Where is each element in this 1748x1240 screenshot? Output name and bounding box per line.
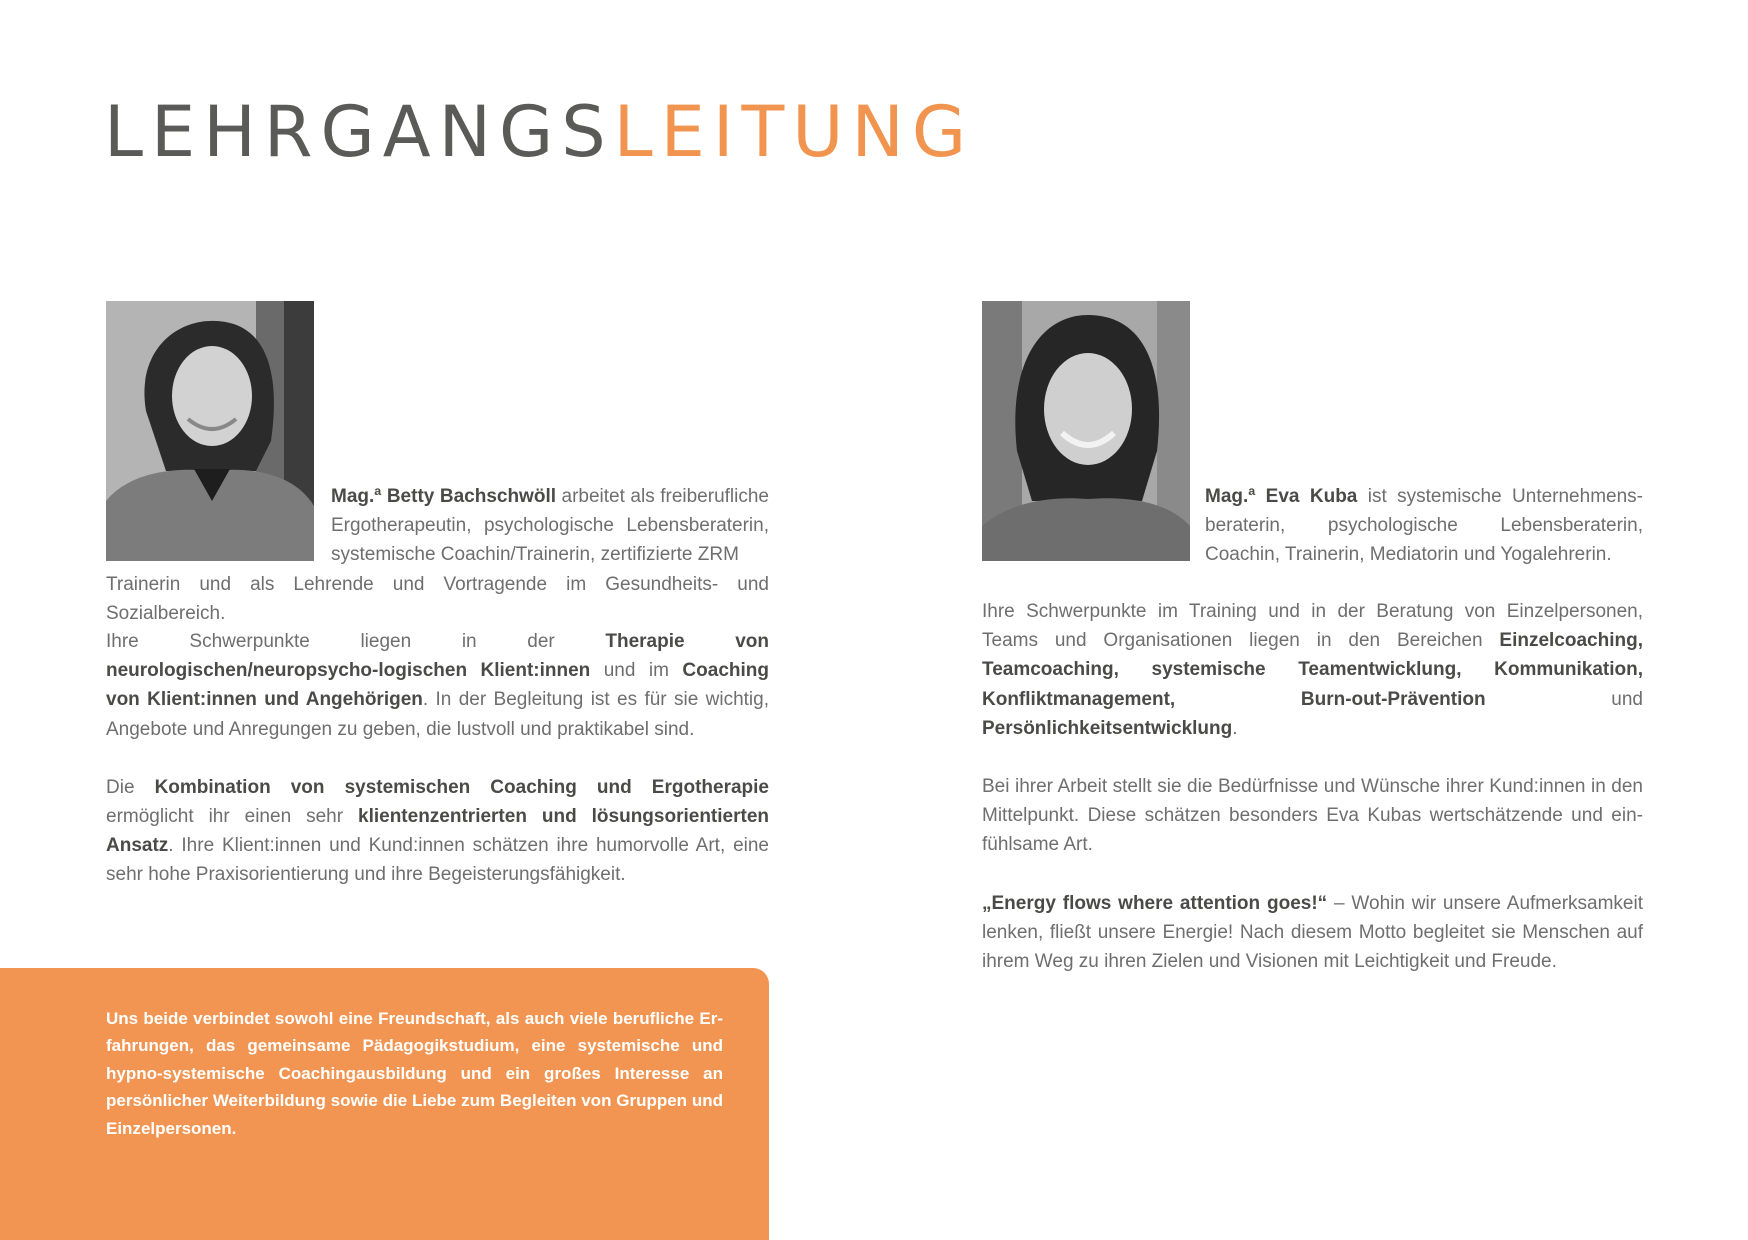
name-betty: Mag.ª Betty Bachschwöll bbox=[331, 486, 556, 507]
text-run: und bbox=[1485, 688, 1644, 710]
text-run: Ihre Schwerpunkte im Training und in der Beratung von Einzelpersonen, Teams und Organisationen liegen in den Bereichen bbox=[982, 601, 1643, 652]
highlight-therapie: Therapie von neurologischen/neuropsycho-logischen Klient:innen bbox=[106, 631, 769, 682]
text-run: . Ihre Klient:innen und Kund:innen schätzen ihre humorvolle Art, eine sehr hohe Praxisorientierung und ihre Begeisterungsfähigkeit. bbox=[106, 835, 769, 886]
bio-betty-paragraph-3 bbox=[106, 773, 769, 890]
text-run: und im bbox=[590, 660, 683, 682]
bio-eva-intro bbox=[1205, 482, 1643, 570]
bio-eva-body bbox=[982, 597, 1643, 1005]
portrait-photo-icon bbox=[106, 301, 314, 561]
highlight-coaching: Coaching von Klient:innen und Angehörigen bbox=[106, 660, 769, 711]
highlight-kombination: Kombination von systemischen Coaching und Ergotherapie bbox=[154, 776, 769, 798]
motto-quote: „Energy flows where attention goes!“ bbox=[982, 892, 1328, 914]
title-part-accent: LEITUNG bbox=[613, 91, 975, 173]
bio-eva-intro-text: ist systemische Unternehmens-beraterin, psychologische Lebensberaterin, Coachin, Trainerin, Mediatorin und Yogalehrerin. bbox=[1205, 486, 1643, 566]
highlight-persoenlichkeit: Persönlichkeitsentwicklung bbox=[982, 717, 1233, 739]
bio-betty-paragraph-2 bbox=[106, 627, 769, 744]
portrait-photo-eva bbox=[982, 301, 1190, 561]
portrait-photo-icon bbox=[982, 301, 1190, 561]
text-run: ermöglicht ihr einen sehr bbox=[106, 806, 358, 828]
highlight-ansatz: klientenzentrierten und lösungsorientierten Ansatz bbox=[106, 806, 769, 857]
title-part-dark: LEHRGANGS bbox=[104, 91, 614, 173]
text-run: . In der Begleitung ist es für sie wichtig, Angebote und Anregungen zu geben, die lustvoll und praktikabel sind. bbox=[106, 689, 769, 740]
portrait-photo-betty bbox=[106, 301, 314, 561]
bio-eva-paragraph-3: Bei ihrer Arbeit stellt sie die Bedürfnisse und Wünsche ihrer Kund:innen in den Mittelpunkt. Diese schätzen besonders Eva Kubas wertschätzende und ein-fühlsame Art. bbox=[982, 776, 1643, 856]
bio-eva-paragraph-2 bbox=[982, 597, 1643, 743]
name-eva: Mag.ª Eva Kuba bbox=[1205, 486, 1358, 507]
page-title bbox=[104, 92, 974, 172]
bio-betty-intro bbox=[331, 482, 769, 570]
text-run: Ihre Schwerpunkte liegen in der bbox=[106, 631, 606, 652]
bio-betty-body bbox=[106, 627, 769, 919]
text-run: – Wohin wir unsere Aufmerksamkeit lenken, fließt unsere Energie! Nach diesem Motto begleitet sie Menschen auf ihrem Weg zu ihren Zielen und Visionen mit Leichtigkeit und Freude. bbox=[982, 892, 1643, 973]
bio-eva-paragraph-4 bbox=[982, 889, 1643, 977]
highlight-bereiche: Einzelcoaching, Teamcoaching, systemische Teamentwicklung, Kommunikation, Konfliktmanagement, Burn-out-Prävention bbox=[982, 630, 1643, 710]
text-run: . bbox=[1232, 717, 1238, 739]
shared-info-text: Uns beide verbindet sowohl eine Freundschaft, als auch viele berufliche Er-fahrungen, das gemeinsame Pädagogikstudium, eine systemische und hypno-systemische Coachingausbildung und ein großes Interesse an persönlicher Weiterbildung sowie die Liebe zum Begleiten von Gruppen und Einzelpersonen. bbox=[106, 1009, 723, 1138]
bio-betty-intro-last: Trainerin und als Lehrende und Vortragende im Gesundheits- und Sozialbereich. bbox=[106, 574, 769, 625]
text-run: Die bbox=[106, 776, 155, 798]
bio-betty-intro-text: arbeitet als freiberufliche Ergotherapeutin, psychologische Lebensberaterin, systemische Coachin/Trainerin, zertifizierte ZRM bbox=[331, 486, 769, 566]
